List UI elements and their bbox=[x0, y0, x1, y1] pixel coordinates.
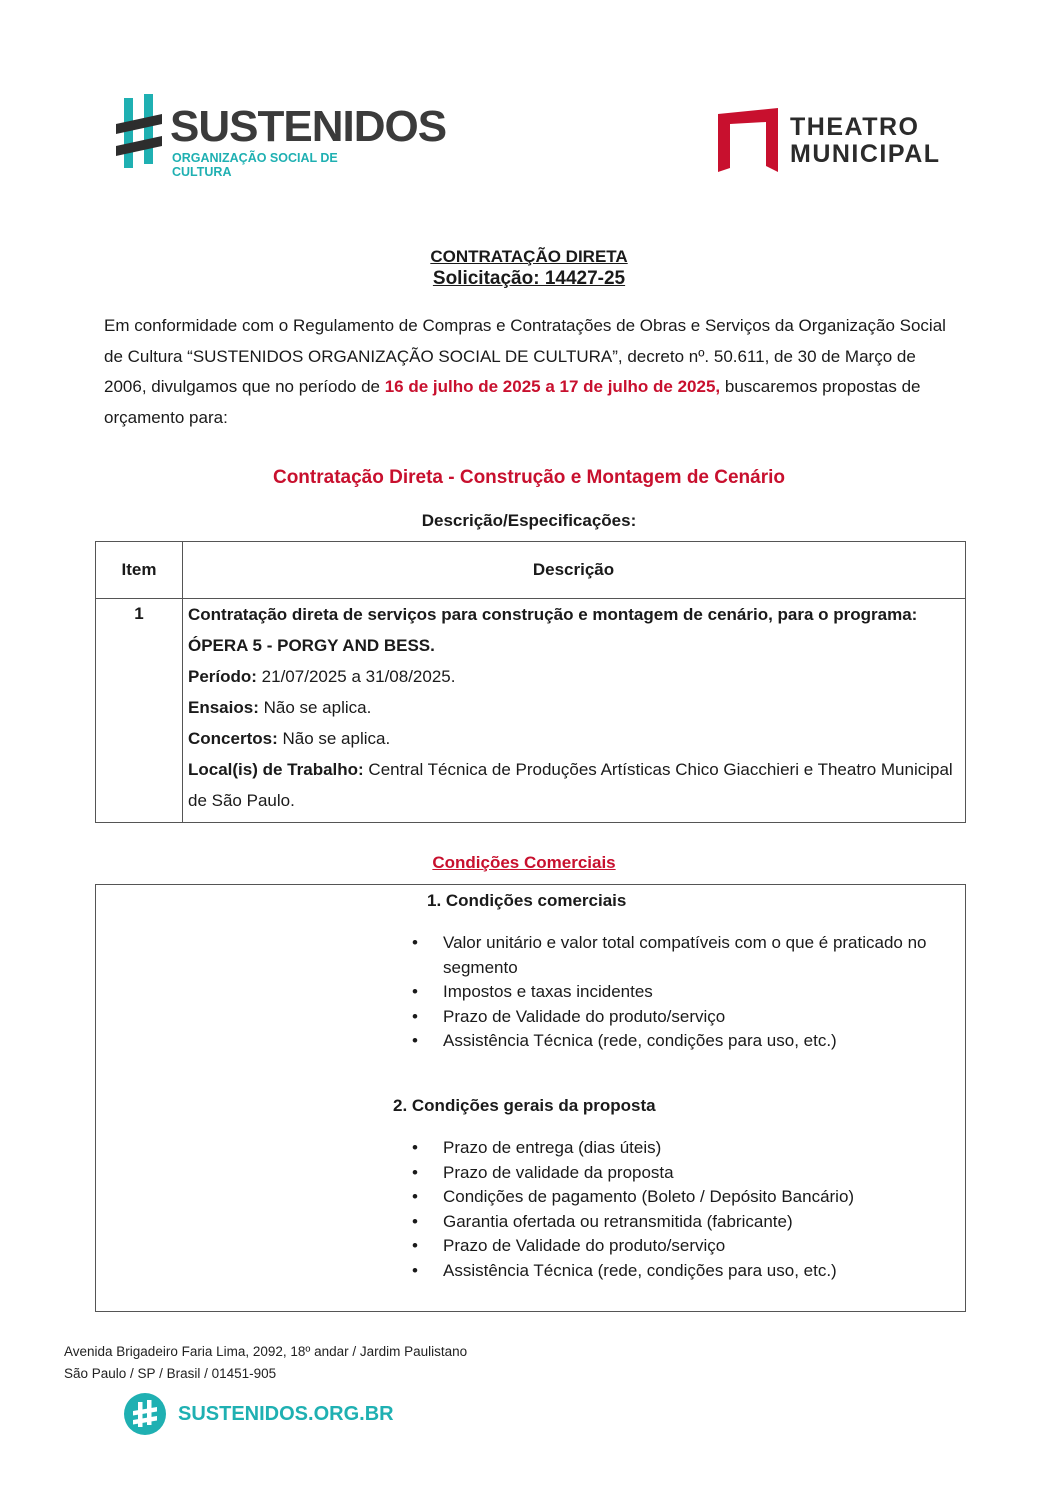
conditions-box bbox=[95, 884, 966, 1312]
table-cell-item-number: 1 bbox=[134, 604, 144, 623]
description-title: Descrição/Especificações: bbox=[421, 511, 637, 530]
list-item: • Prazo de validade da proposta bbox=[412, 1162, 674, 1182]
list-item: • Valor unitário e valor total compatíveis com o que é praticado no segmento bbox=[412, 933, 927, 977]
section-title: Contratação Direta - Construção e Montagem de Cenário bbox=[272, 467, 786, 488]
program-name: ÓPERA 5 - PORGY AND BESS. bbox=[188, 636, 435, 655]
footer-address-line2: São Paulo / SP / Brasil / 01451-905 bbox=[64, 1366, 277, 1381]
list-item: • Garantia ofertada ou retransmitida (fabricante) bbox=[412, 1211, 793, 1231]
conditions-heading-1: 1. Condições comerciais bbox=[427, 891, 627, 910]
conditions-heading-2: 2. Condições gerais da proposta bbox=[393, 1096, 656, 1115]
list-item: • Condições de pagamento (Boleto / Depósito Bancário) bbox=[412, 1187, 855, 1206]
website-link[interactable]: SUSTENIDOS.ORG.BR bbox=[178, 1403, 394, 1425]
table-header-description: Descrição bbox=[532, 560, 615, 579]
commercial-conditions-list bbox=[412, 931, 958, 1054]
field-row bbox=[188, 661, 957, 692]
list-item: • Assistência Técnica (rede, condições para uso, etc.) bbox=[412, 1031, 837, 1050]
table-divider bbox=[182, 542, 183, 822]
intro-text-end: buscaremos propostas de orçamento para: bbox=[104, 377, 921, 427]
table-cell-description bbox=[188, 599, 957, 816]
field-value: Não se aplica. bbox=[258, 698, 372, 717]
list-item: • Prazo de entrega (dias úteis) bbox=[412, 1138, 662, 1157]
list-item: • Impostos e taxas incidentes bbox=[412, 982, 653, 1001]
theatro-arch-icon bbox=[716, 108, 780, 172]
theatro-line1: THEATRO bbox=[790, 113, 920, 141]
items-table bbox=[95, 541, 966, 823]
footer-logo bbox=[124, 1393, 394, 1435]
field-row bbox=[188, 723, 957, 754]
general-conditions-list bbox=[412, 1136, 958, 1283]
field-row bbox=[188, 754, 957, 816]
description-line: Contratação direta de serviços para construção e montagem de cenário, para o programa: bbox=[188, 605, 918, 624]
list-item: • Assistência Técnica (rede, condições para uso, etc.) bbox=[412, 1260, 837, 1280]
field-value: Central Técnica de Produções Artísticas Chico Giacchieri e Theatro Municipal de São Paulo. bbox=[188, 760, 953, 810]
footer-address-line1: Avenida Brigadeiro Faria Lima, 2092, 18º andar / Jardim Paulistano bbox=[64, 1344, 468, 1359]
field-label: Período: bbox=[188, 667, 257, 686]
theatro-municipal-logo bbox=[716, 108, 956, 174]
sustenidos-logo bbox=[116, 94, 447, 179]
field-value: Não se aplica. bbox=[277, 729, 391, 748]
hash-circle-icon bbox=[124, 1393, 166, 1435]
intro-text: Em conformidade com o Regulamento de Compras e Contratações de Obras e Serviços da Organização Social de Cultura “SUSTENIDOS ORGANIZAÇÃO SOCIAL DE CULTURA”, decreto nº. 50.611, de 30 de Março de 2006, divulgamos que no período de bbox=[104, 316, 946, 396]
list-item: • Prazo de Validade do produto/serviço bbox=[412, 1236, 726, 1255]
sustenidos-subtitle: ORGANIZAÇÃO SOCIAL DE CULTURA bbox=[172, 151, 338, 179]
hash-icon bbox=[116, 94, 164, 172]
field-label: Local(is) de Trabalho: bbox=[188, 760, 364, 779]
list-item: • Prazo de Validade do produto/serviço bbox=[412, 1006, 726, 1026]
table-header-item: Item bbox=[121, 560, 157, 579]
document-title: CONTRATAÇÃO DIRETA bbox=[430, 247, 628, 266]
intro-period-highlight: 16 de julho de 2025 a 17 de julho de 2025, bbox=[384, 377, 721, 396]
field-label: Ensaios: bbox=[188, 698, 259, 717]
theatro-line2: MUNICIPAL bbox=[790, 140, 941, 168]
field-label: Concertos: bbox=[188, 729, 278, 748]
sustenidos-wordmark: SUSTENIDOS bbox=[170, 102, 447, 151]
conditions-title: Condições Comerciais bbox=[432, 853, 616, 872]
field-value: 21/07/2025 a 31/08/2025. bbox=[256, 667, 456, 686]
request-number: Solicitação: 14427-25 bbox=[432, 268, 626, 289]
field-row bbox=[188, 692, 957, 723]
intro-paragraph bbox=[104, 311, 954, 433]
